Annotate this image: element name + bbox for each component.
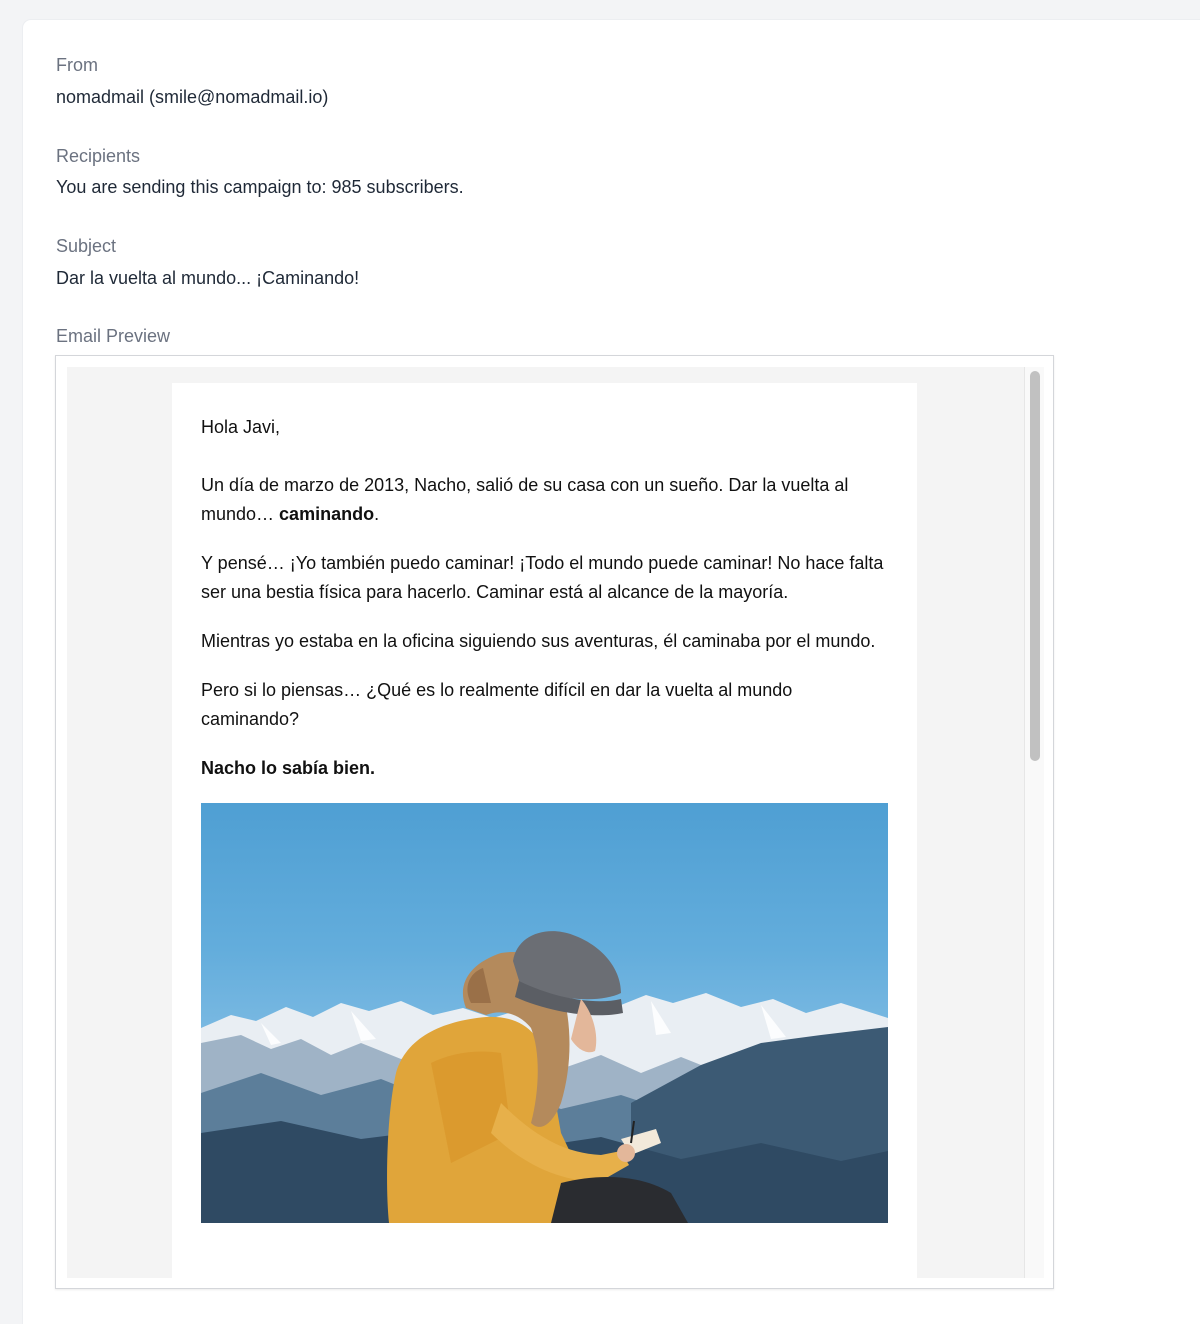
preview-scrollbar[interactable] — [1024, 367, 1044, 1278]
email-body — [172, 383, 917, 1278]
email-paragraph-5 — [201, 754, 888, 783]
email-paragraph-1 — [201, 471, 888, 529]
email-paragraph-1-end: . — [374, 504, 380, 524]
email-paragraph-3: Mientras yo estaba en la oficina siguiendo sus aventuras, él caminaba por el mundo. — [201, 631, 876, 651]
campaign-summary-card — [23, 20, 1200, 1324]
email-paragraph-5-bold: Nacho lo sabía bien. — [201, 758, 376, 778]
hero-photo-illustration — [201, 803, 888, 1223]
email-paragraph-1-bold: caminando — [279, 504, 375, 524]
email-greeting: Hola Javi, — [201, 417, 281, 437]
email-paragraph-1-text: Un día de marzo de 2013, Nacho, salió de su casa con un sueño. Dar la vuelta al mundo… — [201, 475, 849, 524]
email-paragraph-2: Y pensé… ¡Yo también puedo caminar! ¡Todo el mundo puede caminar! No hace falta ser una bestia física para hacerlo. Caminar está al alcance de la mayoría. — [201, 553, 884, 602]
subject-value: Dar la vuelta al mundo... ¡Caminando! — [56, 268, 360, 288]
email-paragraph-4: Pero si lo piensas… ¿Qué es lo realmente difícil en dar la vuelta al mundo caminando? — [201, 680, 793, 729]
email-preview-label: Email Preview — [56, 326, 171, 346]
subject-label: Subject — [56, 236, 117, 256]
recipients-value: You are sending this campaign to: 985 subscribers. — [56, 177, 464, 197]
email-preview-canvas[interactable] — [67, 367, 1044, 1278]
email-preview-frame[interactable] — [55, 355, 1054, 1289]
from-label: From — [56, 55, 98, 75]
from-value: nomadmail (smile@nomadmail.io) — [56, 87, 329, 107]
recipients-label: Recipients — [56, 146, 141, 166]
preview-scrollbar-thumb[interactable] — [1030, 371, 1040, 761]
hero-image — [201, 803, 888, 1223]
